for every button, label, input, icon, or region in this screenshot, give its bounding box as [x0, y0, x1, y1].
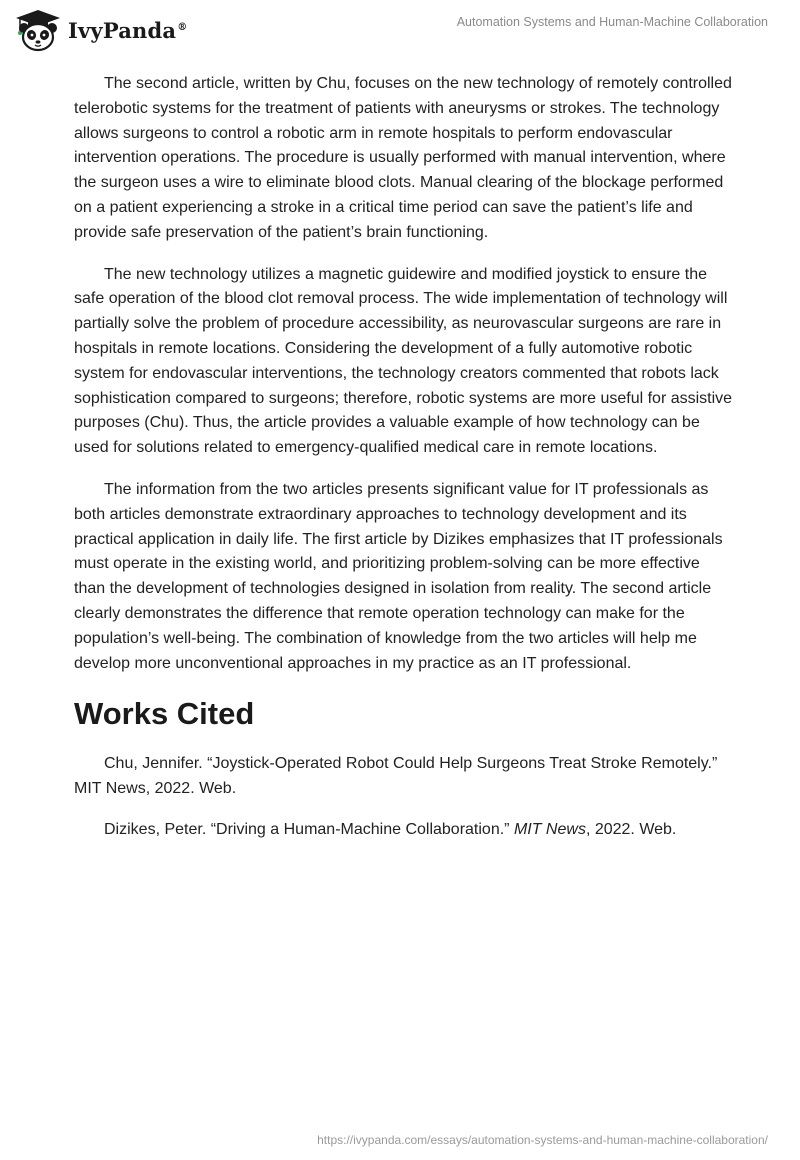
source-url[interactable]: https://ivypanda.com/essays/automation-systems-and-human-machine-collaboration/ [317, 1133, 768, 1147]
paragraph: The second article, written by Chu, focuses on the new technology of remotely controlled telerobotic systems for the treatment of patients with aneurysms or strokes. The technology allows surgeons to control a robotic arm in remote hospitals to perform endovascular intervention operations. The procedure is usually performed with manual intervention, where the surgeon uses a wire to eliminate blood clots. Manual clearing of the blockage performed on a patient experiencing a stroke in a critical time period can save the patient’s life and provide safe preservation of the patient’s brain functioning. [74, 75, 732, 241]
brand-logo[interactable] [14, 8, 187, 52]
brand-name: IvyPanda® [68, 17, 188, 43]
citation-source: MIT News [513, 820, 586, 838]
running-title: Automation Systems and Human-Machine Collaboration [456, 15, 768, 29]
citation-text: , 2022. Web. [585, 820, 677, 838]
paragraph: The information from the two articles presents significant value for IT professionals as both articles demonstrate extraordinary approaches to technology development and its practical application in daily life. The first article by Dizikes emphasizes that IT professionals must operate in the existing world, and prioritizing problem-solving can be more effective than the development of technologies designed in isolation from reality. The second article clearly demonstrates the difference that remote operation technology can make for the population’s well-being. The combination of knowledge from the two articles will help me develop more unconventional approaches in my practice as an IT professional. [74, 480, 723, 672]
essay-body [74, 72, 734, 859]
citation-item [74, 818, 734, 843]
citation-text: Dizikes, Peter. “Driving a Human-Machine Collaboration.” [104, 820, 514, 838]
page-header [0, 0, 800, 60]
panda-graduate-icon [14, 8, 62, 52]
paragraph: The new technology utilizes a magnetic guidewire and modified joystick to ensure the safe operation of the blood clot removal process. The wide implementation of technology will partially solve the problem of procedure accessibility, as neurovascular surgeons are rare in hospitals in remote locations. Considering the development of a fully automotive robotic system for endovascular interventions, the technology creators commented that robots lack sophistication compared to surgeons; therefore, robotic systems are more useful for assistive purposes (Chu). Thus, the article provides a valuable example of how technology can be used for solutions related to emergency-qualified medical care in remote locations. [74, 265, 733, 457]
citation-item: Chu, Jennifer. “Joystick-Operated Robot Could Help Surgeons Treat Stroke Remotely.” MIT News, 2022. Web. [74, 755, 718, 798]
works-cited-heading: Works Cited [74, 696, 255, 732]
